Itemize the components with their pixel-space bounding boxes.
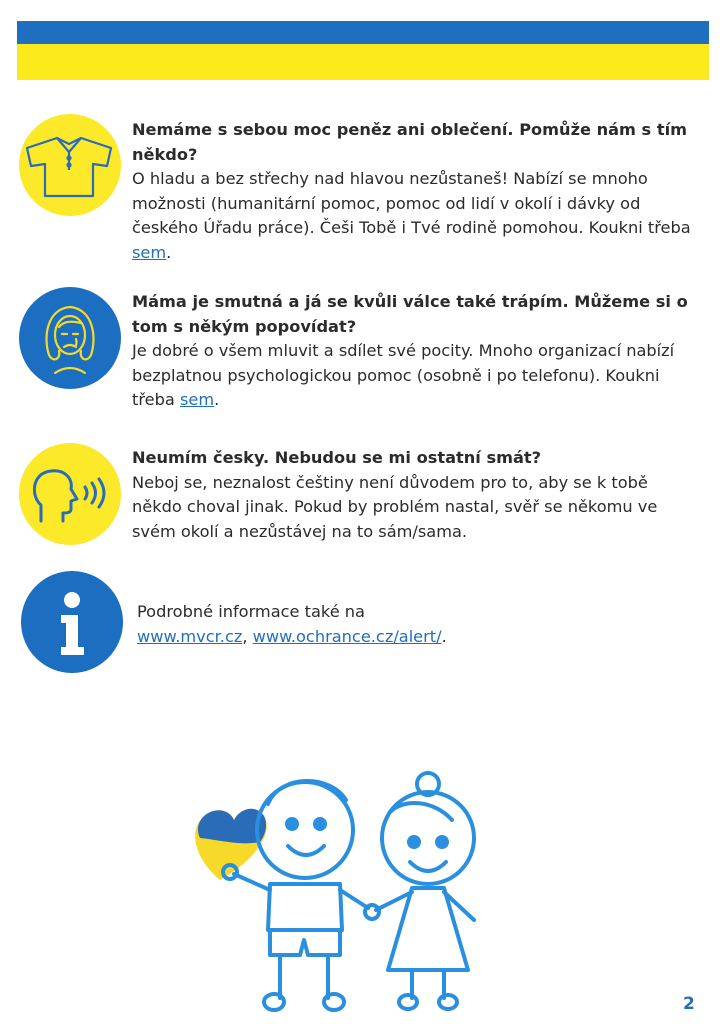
ochrance-link[interactable]: www.ochrance.cz/alert/ [252,626,442,646]
mvcr-link[interactable]: www.mvcr.cz [137,626,243,646]
sem-link[interactable]: sem [132,242,167,262]
faq-item [132,446,692,544]
question: Nemáme s sebou moc peněz ani oblečení. Pomůže nám s tím někdo? [132,120,687,164]
shirt-icon [19,114,121,216]
info-links [137,625,447,650]
answer [132,339,692,413]
question: Neumím česky. Nebudou se mi ostatní smát? [132,448,542,467]
faq-item [132,118,692,265]
question: Máma je smutná a já se kvůli válce také trápím. Můžeme si o tom s někým popovídat? [132,292,688,336]
sad-woman-icon [19,287,121,389]
flag-blue-stripe [17,21,709,44]
answer [132,167,692,265]
children-illustration [190,770,520,1019]
sem-link[interactable]: sem [179,390,215,409]
end-dot: . [441,626,447,646]
answer-text: Je dobré o všem mluvit a sdílet své pocity. Mnoho organizací nabízí bezplatnou psychologickou pomoc (osobně i po telefonu). Koukni třeba [132,341,675,409]
answer-tail: . [166,242,172,262]
info-icon [21,571,123,673]
speaking-head-icon [19,443,121,545]
answer: Neboj se, neznalost češtiny není důvodem pro to, aby se k tobě někdo choval jinak. Pokud by problém nastal, svěř se někomu ve svém okolí a nezůstávej na to sám/sama. [132,472,658,541]
info-line: Podrobné informace také na [137,602,365,621]
answer-text: O hladu a bez střechy nad hlavou nezůstaneš! Nabízí se mnoho možnosti (humanitární pomoc, pomoc od lidí v okolí i dávky od českého Úřadu práce). Češi Tobě i Tvé rodině pomohou. Koukni třeba [132,169,691,237]
answer-tail: . [214,390,220,409]
page-number: 2 [683,994,695,1014]
info-block [137,600,447,649]
flag-yellow-stripe [17,44,709,80]
faq-item [132,290,692,413]
separator: , [242,626,253,646]
